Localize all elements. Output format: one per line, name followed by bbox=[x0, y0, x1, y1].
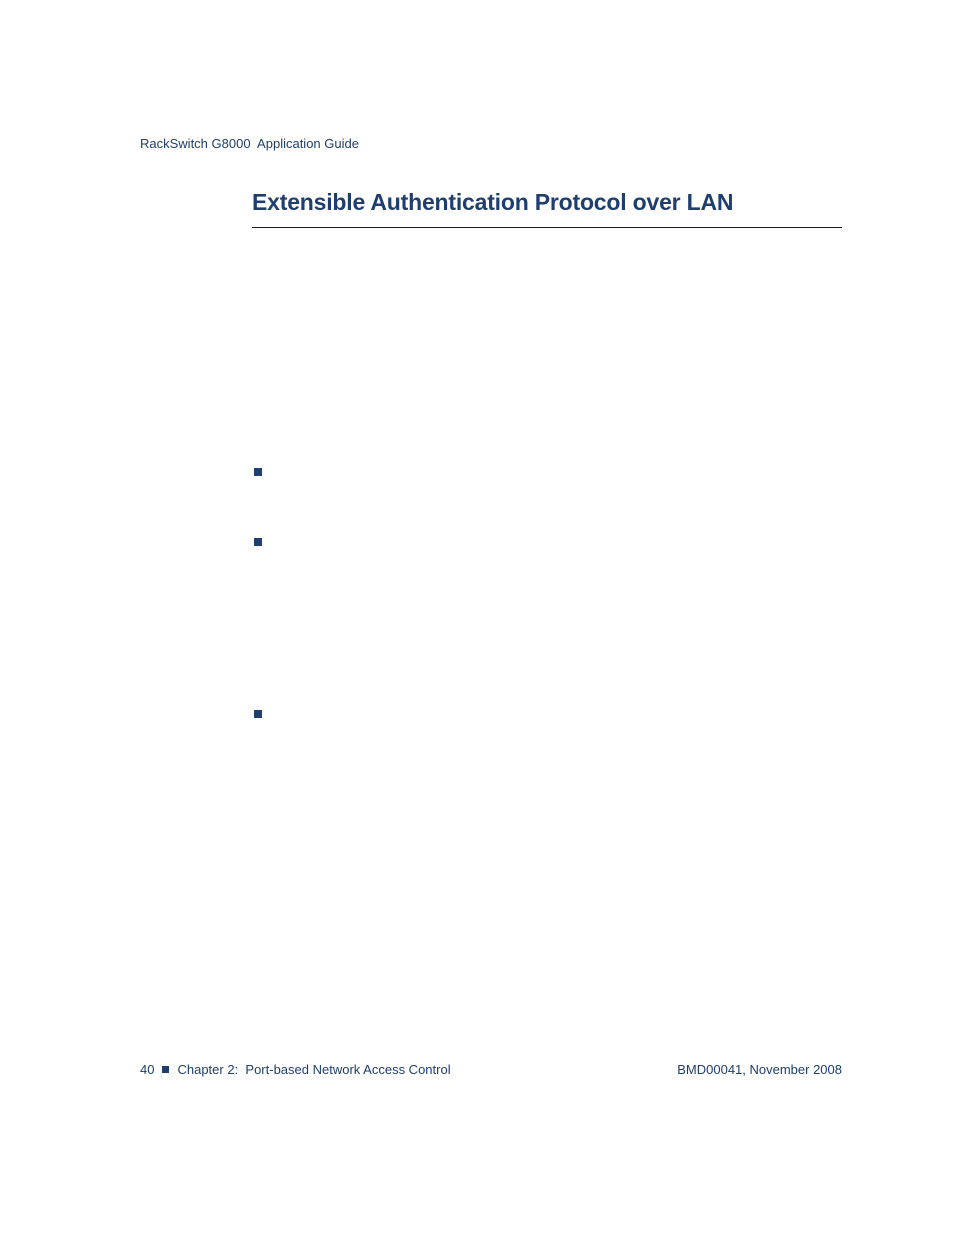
square-bullet-icon bbox=[254, 538, 262, 546]
chapter-title: Chapter 2: Port-based Network Access Control bbox=[177, 1062, 451, 1077]
square-bullet-icon bbox=[254, 468, 262, 476]
square-bullet-icon bbox=[254, 710, 262, 718]
section-title: Extensible Authentication Protocol over LAN bbox=[252, 189, 734, 215]
title-rule bbox=[252, 227, 842, 228]
footer-left bbox=[140, 1062, 451, 1077]
square-separator-icon bbox=[162, 1066, 169, 1073]
running-header: RackSwitch G8000 Application Guide bbox=[140, 136, 359, 151]
document-id: BMD00041, November 2008 bbox=[677, 1062, 842, 1077]
page-number: 40 bbox=[140, 1062, 155, 1077]
